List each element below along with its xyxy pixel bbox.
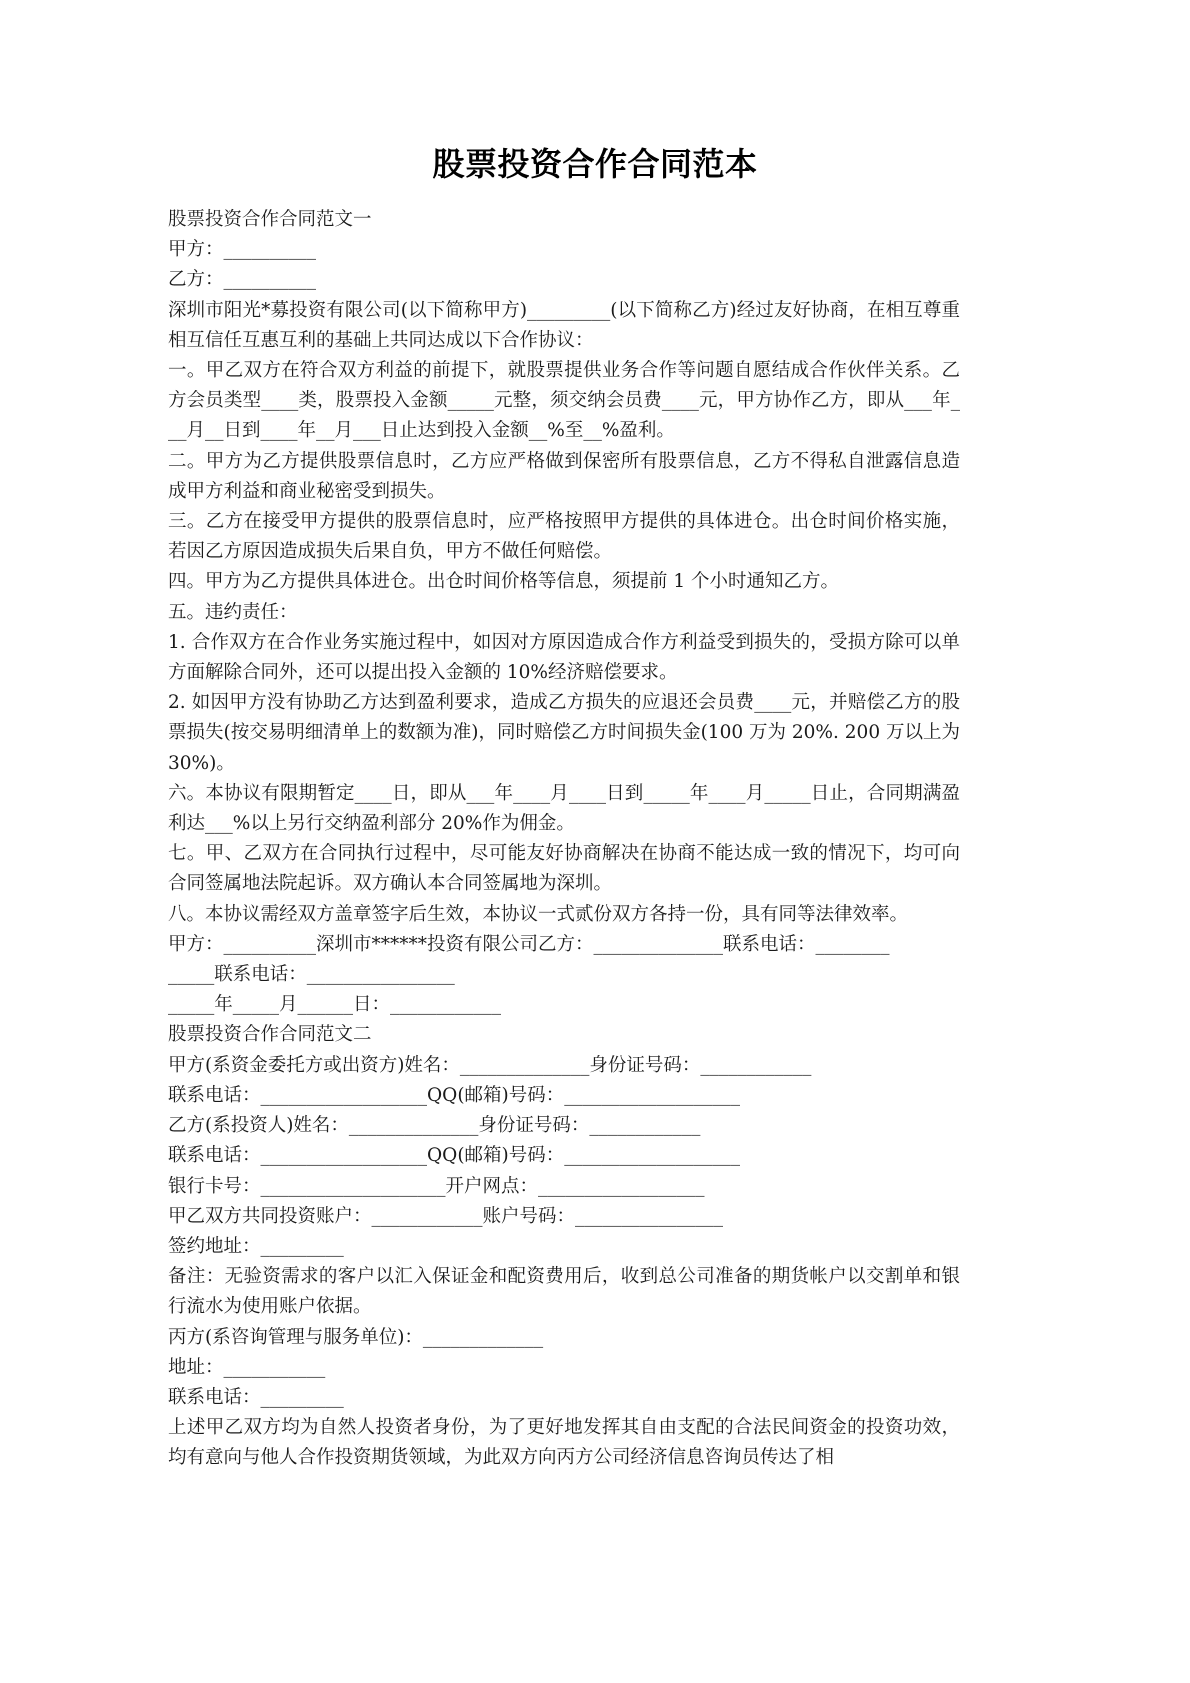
paragraph-sample-one-heading: 股票投资合作合同范文一 bbox=[168, 209, 372, 230]
paragraph-party-a-phone-qq: 联系电话：__________________QQ(邮箱)号码：___________________ bbox=[168, 1084, 741, 1106]
paragraph-clause-8: 八。本协议需经双方盖章签字后生效，本协议一式贰份双方各持一份，具有同等法律效率。 bbox=[168, 903, 909, 925]
paragraph-party-a-blank: 甲方：__________ bbox=[168, 239, 317, 261]
paragraph-remark: 备注：无验资需求的客户以汇入保证金和配资费用后，收到总公司准备的期货帐户以交割单和银行流水为使用账户依据。 bbox=[168, 1266, 960, 1318]
paragraph-party-b-name-id: 乙方(系投资人)姓名：______________身份证号码：____________ bbox=[168, 1115, 701, 1137]
paragraph-sample-two-heading: 股票投资合作合同范文二 bbox=[168, 1024, 372, 1046]
paragraph-closing: 上述甲乙双方均为自然人投资者身份，为了更好地发挥其自由支配的合法民间资金的投资功效，均有意向与他人合作投资期货领域，为此双方向丙方公司经济信息咨询员传达了相 bbox=[168, 1417, 960, 1469]
paragraph-party-c: 丙方(系咨询管理与服务单位)：_____________ bbox=[168, 1326, 544, 1348]
paragraph-signature-date: _____年_____月______日：____________ bbox=[168, 994, 502, 1016]
paragraph-party-a-name-id: 甲方(系资金委托方或出资方)姓名：______________身份证号码：____________ bbox=[168, 1054, 812, 1076]
paragraph-clause-4: 四。甲方为乙方提供具体进仓。出仓时间价格等信息，须提前 1 个小时通知乙方。 bbox=[168, 571, 840, 593]
paragraph-preamble: 深圳市阳光*募投资有限公司(以下简称甲方)_________(以下简称乙方)经过友好协商，在相互尊重相互信任互惠互利的基础上共同达成以下合作协议： bbox=[168, 299, 960, 351]
paragraph-party-b-blank: 乙方：__________ bbox=[168, 269, 317, 291]
page-title: 股票投资合作合同范本 bbox=[432, 145, 758, 183]
paragraph-clause-7: 七。甲、乙双方在合同执行过程中，尽可能友好协商解决在协商不能达成一致的情况下，均可向合同签属地法院起诉。双方确认本合同签属地为深圳。 bbox=[168, 843, 960, 895]
paragraph-signature-line: 甲方：__________深圳市******投资有限公司乙方：______________联系电话：________ bbox=[168, 933, 890, 955]
paragraph-clause-5-item-2: 2. 如因甲方没有协助乙方达到盈利要求，造成乙方损失的应退还会员费____元，并赔偿乙方的股票损失(按交易明细清单上的数额为准)，同时赔偿乙方时间损失金(100 万为 20%. 200 万以上为 30%)。 bbox=[168, 692, 960, 774]
paragraph-signing-address: 签约地址：_________ bbox=[168, 1235, 344, 1257]
paragraph-party-c-address: 地址：___________ bbox=[168, 1356, 326, 1378]
paragraph-party-c-phone: 联系电话：_________ bbox=[168, 1386, 344, 1408]
document-body bbox=[168, 205, 960, 1474]
paragraph-signature-phone: _____联系电话：________________ bbox=[168, 964, 455, 986]
paragraph-clause-5-item-1: 1. 合作双方在合作业务实施过程中，如因对方原因造成合作方利益受到损失的，受损方除可以单方面解除合同外，还可以提出投入金额的 10%经济赔偿要求。 bbox=[168, 631, 960, 684]
paragraph-clause-1: 一。甲乙双方在符合双方利益的前提下，就股票提供业务合作等问题自愿结成合作伙伴关系。乙方会员类型____类，股票投入金额_____元整，须交纳会员费____元，甲方协作乙方，即从___年___月__日到____年__月___日止达到投入金额__%至__%盈利。 bbox=[168, 360, 960, 442]
paragraph-party-b-phone-qq: 联系电话：__________________QQ(邮箱)号码：___________________ bbox=[168, 1145, 741, 1167]
paragraph-clause-2: 二。甲方为乙方提供股票信息时，乙方应严格做到保密所有股票信息，乙方不得私自泄露信息造成甲方利益和商业秘密受到损失。 bbox=[168, 450, 960, 502]
paragraph-clause-5-heading: 五。违约责任： bbox=[168, 601, 298, 623]
paragraph-clause-6: 六。本协议有限期暂定____日，即从___年____月____日到_____年____月_____日止，合同期满盈利达___%以上另行交纳盈利部分 20%作为佣金。 bbox=[168, 782, 960, 835]
paragraph-bank-card-branch: 银行卡号：____________________开户网点：__________________ bbox=[168, 1175, 705, 1197]
paragraph-clause-3: 三。乙方在接受甲方提供的股票信息时，应严格按照甲方提供的具体进仓。出仓时间价格实施，若因乙方原因造成损失后果自负，甲方不做任何赔偿。 bbox=[168, 511, 960, 563]
paragraph-joint-account: 甲乙双方共同投资账户：____________账户号码：________________ bbox=[168, 1205, 724, 1227]
